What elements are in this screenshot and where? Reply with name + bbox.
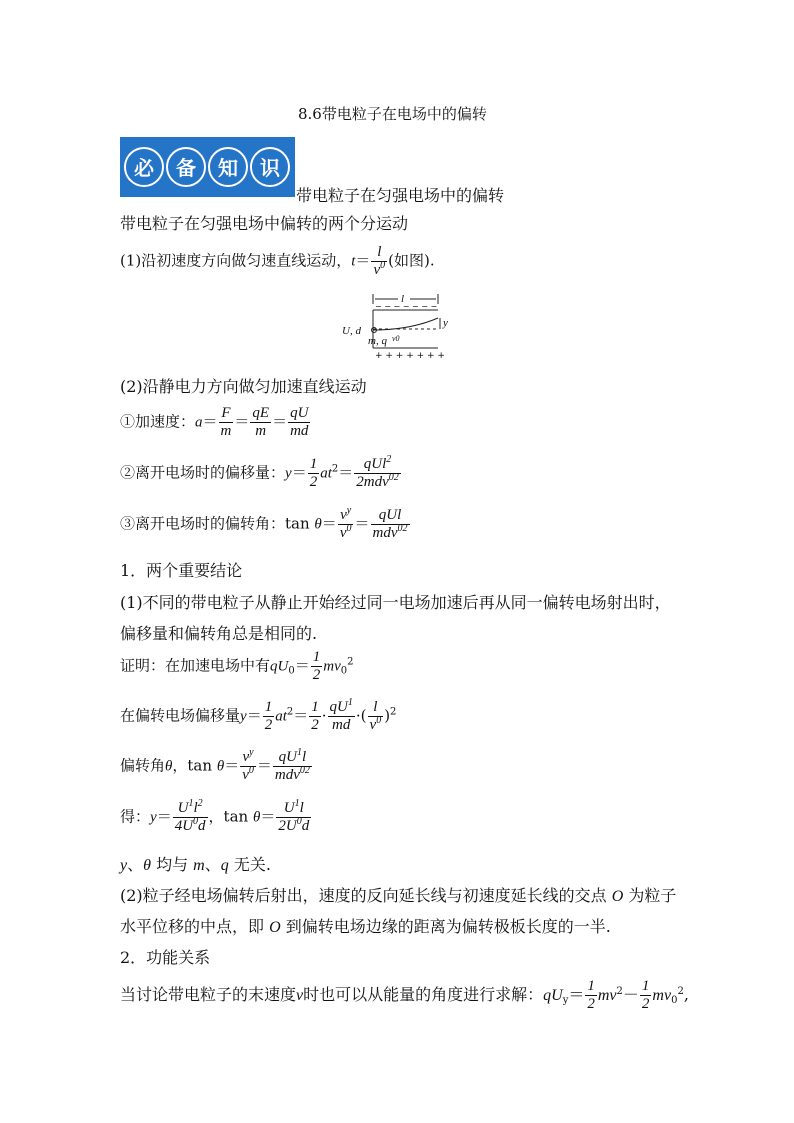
deflection-figure bbox=[340, 290, 460, 360]
line-angle: ③离开电场时的偏转角：tan θ＝ $\frac{v^y}{v^0}$ ＝ $\frac{\text{qUl}}{mdv^{02}}$ bbox=[120, 505, 408, 541]
line-deflection-angle: 偏转角θ，tan θ＝ $\frac{v^y}{v^0}$ ＝ $\frac{qU^1l}{mdv^{02}}$ bbox=[120, 747, 310, 783]
fig-deflection-label: y bbox=[443, 317, 448, 329]
fig-particle-label: m, q bbox=[368, 335, 387, 347]
line-proof: 证明：在加速电场中有$qU_0=$ $\frac{1}{2}$ $mv_0^2$ bbox=[120, 649, 354, 683]
fig-voltage-label: U, d bbox=[342, 325, 361, 337]
badge-char-2: 备 bbox=[176, 156, 196, 180]
line-conclusion-1: (1)不同的带电粒子从静止开始经过同一电场加速后再从同一偏转电场射出时， bbox=[120, 593, 671, 612]
line-two-motions: 带电粒子在匀强电场中偏转的两个分运动 bbox=[120, 214, 409, 233]
line-uniform-motion: (1)沿初速度方向做匀速直线运动，t＝ $\frac{l}{v^0}$ (如图). bbox=[120, 244, 435, 278]
line-energy: 当讨论带电粒子的末速度v时也可以从能量的角度进行求解：$qU_y=$ $\frac{1}{2}$ $mv^2-$ $\frac{1}{2}$ $mv_0^2$, bbox=[120, 978, 689, 1012]
badge-graphic bbox=[120, 137, 295, 197]
line-energy-heading: 2．功能关系 bbox=[120, 948, 211, 967]
badge-char-3: 知 bbox=[218, 156, 238, 180]
page-title: 8.6带电粒子在电场中的偏转 bbox=[298, 105, 487, 123]
line-conclusion-1b: 偏移量和偏转角总是相同的. bbox=[120, 624, 318, 643]
fig-velocity-label: v0 bbox=[392, 334, 400, 343]
line-deflection-offset: 在偏转电场偏移量y＝ $\frac{1}{2}$ $at^2=$ $\frac{1}{2}$ · $\frac{qU^1}{md}$ ·( $\frac{l}{v^0}$ )$^2$ bbox=[120, 697, 397, 733]
line-conclusions-heading: 1．两个重要结论 bbox=[120, 561, 243, 580]
line-independence: y、θ 均与 m、q 无关. bbox=[120, 855, 271, 874]
line-acceleration: ①加速度：a＝ $\frac{F}{m}$ ＝ $\frac{qE}{m}$ ＝ $\frac{qU}{md}$ bbox=[120, 405, 309, 439]
fig-length-label: l bbox=[401, 293, 405, 305]
line-displacement: ②离开电场时的偏移量：y＝ $\frac{1}{2}$ $at^2=$ $\frac{qUl^2}{2mdv^{02}}$ bbox=[120, 454, 399, 490]
badge-char-1: 必 bbox=[134, 156, 154, 180]
fig-bottom-plate: + + + + + + + bbox=[375, 351, 445, 360]
fig-top-plate: − − − − − − − bbox=[375, 302, 438, 311]
line-conclusion-2b: 水平位移的中点，即 O 到偏转电场边缘的距离为偏转极板长度的一半. bbox=[120, 917, 611, 936]
badge-char-4: 识 bbox=[260, 156, 280, 180]
section-heading: 带电粒子在匀强电场中的偏转 bbox=[296, 186, 505, 205]
line-conclusion-2: (2)粒子经电场偏转后射出，速度的反向延长线与初速度延长线的交点 O 为粒子 bbox=[120, 886, 677, 905]
line-accel-motion: (2)沿静电力方向做匀加速直线运动 bbox=[120, 377, 367, 396]
section-badge bbox=[120, 137, 295, 197]
line-result: 得：y＝ $\frac{U^1l^2}{4U^0d}$ ，tan θ＝ $\frac{U^1l}{2U^0d}$ bbox=[120, 798, 310, 834]
